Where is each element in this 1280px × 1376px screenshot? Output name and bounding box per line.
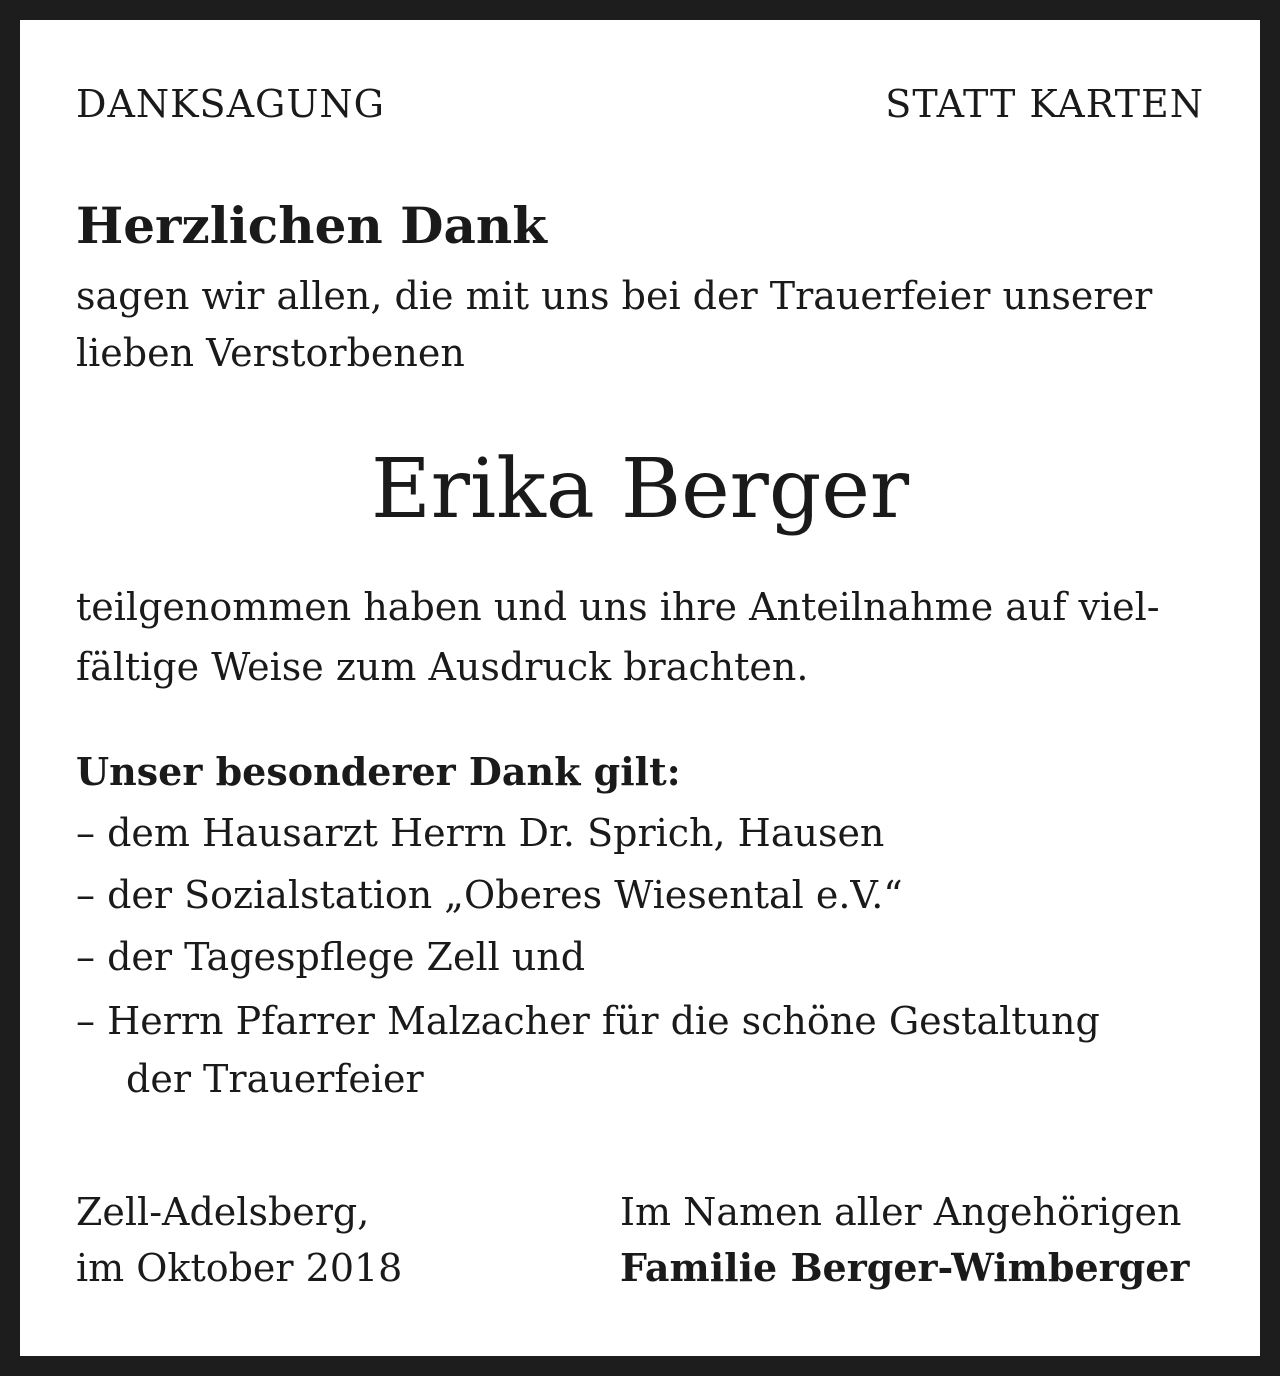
special-thanks-title: Unser besonderer Dank gilt: xyxy=(76,749,681,794)
middle-line: teilgenommen haben und uns ihre Anteilnahme auf viel- xyxy=(76,585,1160,629)
header-right-label: STATT KARTEN xyxy=(885,82,1204,126)
intro-line: sagen wir allen, die mit uns bei der Trauerfeier unserer xyxy=(76,274,1153,318)
footer-place: Zell-Adelsberg, xyxy=(76,1190,370,1234)
footer-family: Familie Berger-Wimberger xyxy=(620,1245,1190,1290)
deceased-name: Erika Berger xyxy=(370,442,910,537)
list-item: – der Sozialstation „Oberes Wiesental e.V.“ xyxy=(76,873,903,917)
middle-line: fältige Weise zum Ausdruck brachten. xyxy=(76,645,809,689)
list-item: – Herrn Pfarrer Malzacher für die schöne Gestaltung xyxy=(76,999,1100,1043)
header-left-label: DANKSAGUNG xyxy=(76,82,386,126)
list-item: – dem Hausarzt Herrn Dr. Sprich, Hausen xyxy=(76,811,885,855)
intro-line: lieben Verstorbenen xyxy=(76,331,465,375)
thanks-heading: Herzlichen Dank xyxy=(76,196,547,255)
list-item: – der Tagespflege Zell und xyxy=(76,935,586,979)
footer-on-behalf: Im Namen aller Angehörigen xyxy=(620,1190,1182,1234)
obituary-notice xyxy=(20,20,1260,1356)
list-item-continuation: der Trauerfeier xyxy=(126,1057,424,1101)
footer-date: im Oktober 2018 xyxy=(76,1246,403,1290)
